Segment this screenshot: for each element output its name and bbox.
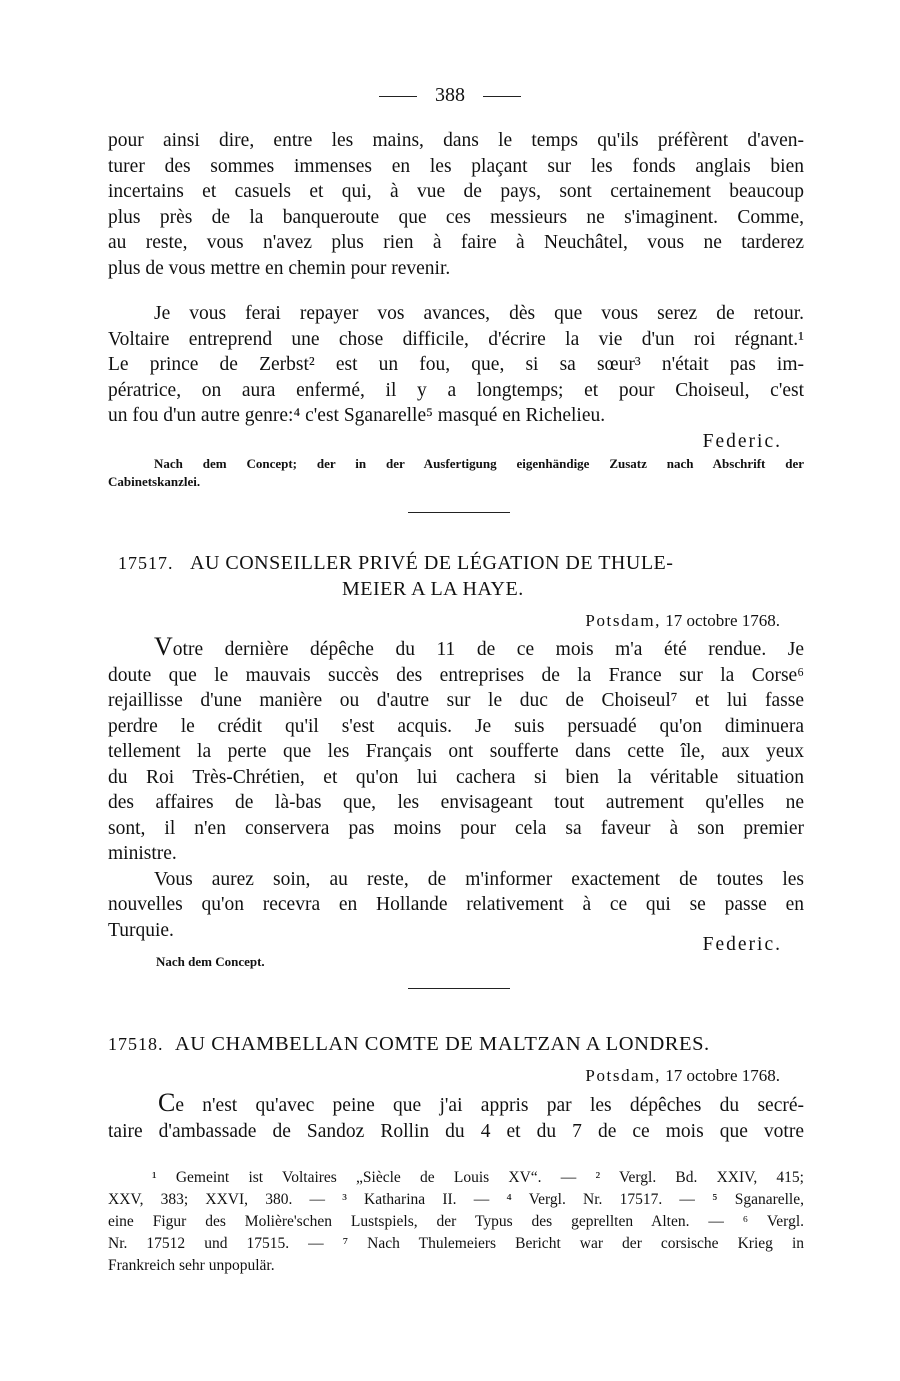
text-line: Je vous ferai repayer vos avances, dès que vous serez de retour.	[154, 303, 804, 324]
text-line: plus près de la banqueroute que ces messieurs ne s'imaginent. Comme,	[108, 206, 804, 228]
footnote-line: Frankreich sehr unpopulär.	[108, 1257, 275, 1274]
footnote-line: Nr. 17512 und 17515. — ⁷ Nach Thulemeiers Bericht war der corsische Krieg in	[108, 1235, 804, 1252]
page-number: 388	[435, 84, 465, 106]
footnotes	[108, 1167, 804, 1277]
text-line: Le prince de Zerbst² est un fou, que, si sa sœur³ n'était pas im-	[108, 354, 804, 375]
text-line: doute que le mauvais succès des entreprises de la France sur la Corse⁶	[108, 664, 804, 686]
source-line: Nach dem Concept.	[156, 954, 265, 969]
source-note	[156, 953, 456, 971]
text-line: un fou d'un autre genre:⁴ c'est Sganarelle⁵ masqué en Richelieu.	[108, 405, 606, 426]
text-line: turer des sommes immenses en les plaçant sur les fonds anglais bien	[108, 155, 804, 177]
date: 17 octobre 1768.	[665, 611, 780, 630]
text-line: pératrice, on aura enfermé, il y a longtemps; et pour Choiseul, c'est	[108, 379, 804, 401]
date: 17 octobre 1768.	[665, 1066, 780, 1085]
text-line: ministre.	[108, 843, 177, 864]
heading-line	[108, 1031, 806, 1057]
letter-heading	[118, 550, 808, 602]
signature: Federic.	[702, 430, 782, 452]
section-divider	[408, 512, 510, 513]
letter-body	[108, 1088, 804, 1144]
place: Potsdam,	[585, 611, 662, 630]
addressee: AU CONSEILLER PRIVÉ DE LÉGATION DE THULE-	[190, 552, 674, 574]
header-dash-right	[483, 96, 521, 97]
text-line: du Roi Très-Chrétien, et qu'on lui cachera si bien la véritable situation	[108, 766, 804, 788]
text-line: incertains et casuels et qui, à vue de pays, sont certainement beaucoup	[108, 181, 804, 202]
footnote-line: XXV, 383; XXVI, 380. — ³ Katharina II. — ⁴ Vergl. Nr. 17517. — ⁵ Sganarelle,	[108, 1191, 804, 1208]
source-line: Nach dem Concept; der in der Ausfertigung eigenhändige Zusatz nach Abschrift der	[154, 456, 804, 471]
source-note	[108, 455, 804, 491]
letter-body	[108, 632, 804, 943]
place: Potsdam,	[585, 1066, 662, 1085]
heading-line	[118, 550, 808, 576]
text-line: plus de vous mettre en chemin pour revenir.	[108, 257, 451, 279]
drop-initial: V	[154, 632, 173, 661]
text-line: perdre le crédit qu'il s'est acquis. Je suis persuadé qu'on diminuera	[108, 715, 804, 737]
drop-initial: C	[158, 1088, 176, 1117]
continuation-paragraph	[108, 128, 804, 281]
header-dash-left	[379, 96, 417, 97]
text-line: Turquie.	[108, 919, 174, 941]
text-line: Ce n'est qu'avec peine que j'ai appris par les dépêches du secré-	[158, 1088, 804, 1117]
text-line: rejaillisse d'une manière ou d'autre sur le duc de Choiseul⁷ et lui fasse	[108, 690, 804, 711]
dateline	[108, 609, 804, 633]
heading-line: MEIER A LA HAYE.	[342, 578, 524, 600]
text-line: au reste, vous n'avez plus rien à faire à Neuchâtel, vous ne tarderez	[108, 232, 804, 253]
continuation-paragraph-2	[108, 301, 804, 454]
letter-number: 17517.	[118, 553, 174, 573]
text-line: tellement la perte que les Français ont soufferte dans cette île, aux yeux	[108, 741, 804, 762]
letter-number: 17518.	[108, 1034, 164, 1054]
addressee: AU CHAMBELLAN COMTE DE MALTZAN A LONDRES.	[174, 1033, 710, 1055]
footnote-line: eine Figur des Molière'schen Lustspiels, der Typus des geprellten Alten. — ⁶ Vergl.	[108, 1213, 804, 1230]
signature: Federic.	[702, 934, 782, 955]
page-header	[0, 82, 900, 108]
text-line: des affaires de là-bas que, les envisageant tout autrement qu'elles ne	[108, 792, 804, 813]
text-line: nouvelles qu'on recevra en Hollande relativement à ce qui se passe en	[108, 894, 804, 915]
text-line: pour ainsi dire, entre les mains, dans le temps qu'ils préfèrent d'aven-	[108, 130, 804, 151]
letter-heading	[108, 1031, 806, 1057]
text-line: Vous aurez soin, au reste, de m'informer exactement de toutes les	[154, 868, 804, 890]
text-line: Voltaire entreprend une chose difficile, d'écrire la vie d'un roi régnant.¹	[108, 328, 804, 350]
section-divider	[408, 988, 510, 989]
text-line: Votre dernière dépêche du 11 de ce mois m'a été rendue. Je	[154, 632, 804, 661]
text-line: sont, il n'en conservera pas moins pour cela sa faveur à son premier	[108, 817, 804, 839]
text-line: taire d'ambassade de Sandoz Rollin du 4 et du 7 de ce mois que votre	[108, 1120, 804, 1142]
source-line: Cabinetskanzlei.	[108, 474, 201, 489]
footnote-line: ¹ Gemeint ist Voltaires „Siècle de Louis XV“. — ² Vergl. Bd. XXIV, 415;	[152, 1169, 804, 1186]
dateline	[108, 1064, 804, 1088]
